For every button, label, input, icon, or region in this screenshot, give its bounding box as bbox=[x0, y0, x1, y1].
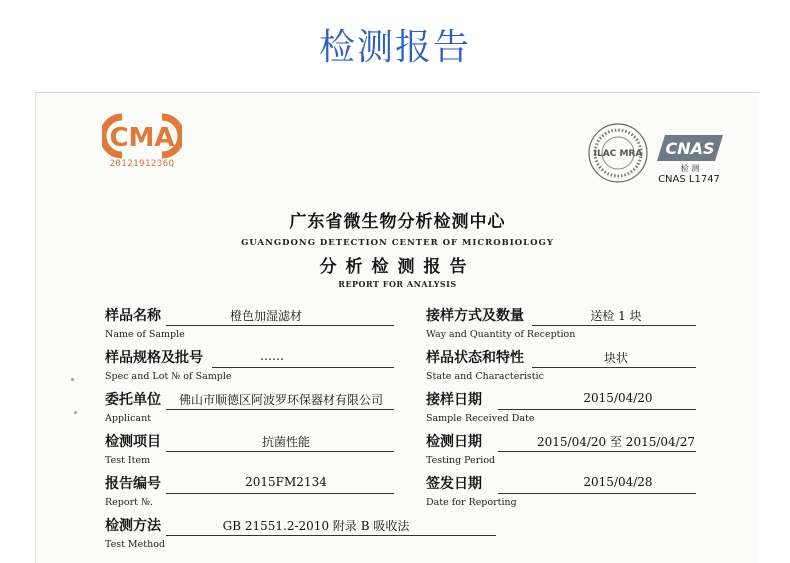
sample-name-label: 样品名称 bbox=[105, 308, 161, 324]
sample-name-underline bbox=[166, 325, 394, 326]
report-document bbox=[35, 92, 759, 563]
report-title-en: REPORT FOR ANALYSIS bbox=[338, 279, 457, 289]
reception-underline bbox=[532, 325, 696, 326]
state-label: 样品状态和特性 bbox=[426, 350, 524, 366]
state-underline bbox=[532, 367, 696, 368]
report-no-label: 报告编号 bbox=[105, 476, 161, 492]
cnas-mark-text: CNAS bbox=[665, 139, 715, 158]
cnas-seal bbox=[653, 131, 725, 189]
state-label-en: State and Characteristic bbox=[426, 371, 544, 382]
reception-label-en: Way and Quantity of Reception bbox=[426, 329, 576, 340]
cnas-logo-icon bbox=[653, 131, 725, 163]
cma-number: 2012191236Q bbox=[109, 159, 175, 169]
cma-logo-icon bbox=[102, 113, 182, 159]
reception-value: 送检 1 块 bbox=[590, 309, 642, 323]
test-method-label: 检测方法 bbox=[105, 518, 161, 534]
report-title-cn: 分析检测报告 bbox=[319, 257, 476, 277]
scan-speck bbox=[71, 378, 74, 381]
received-date-label: 接样日期 bbox=[426, 392, 482, 408]
report-date-underline bbox=[498, 493, 696, 494]
received-date-label-en: Sample Received Date bbox=[426, 413, 535, 424]
test-item-value: 抗菌性能 bbox=[261, 435, 310, 449]
page-title: 检测报告 bbox=[318, 27, 471, 68]
sample-name-label-en: Name of Sample bbox=[105, 329, 185, 340]
report-no-value: 2015FM2134 bbox=[245, 475, 327, 489]
received-date-value: 2015/04/20 bbox=[583, 391, 653, 405]
ilac-mra-text: ILAC MRA bbox=[593, 149, 643, 159]
ilac-mra-seal bbox=[584, 121, 652, 185]
organization-name-cn: 广东省微生物分析检测中心 bbox=[289, 212, 506, 232]
report-no-label-en: Report №. bbox=[105, 497, 153, 508]
sample-spec-underline bbox=[212, 367, 394, 368]
cma-seal bbox=[102, 113, 182, 173]
cma-mark-text: CMA bbox=[109, 123, 175, 153]
test-method-label-en: Test Method bbox=[105, 539, 166, 550]
cnas-sub-label: 检 测 bbox=[680, 164, 700, 173]
sample-spec-value: …… bbox=[260, 349, 284, 363]
cnas-code: CNAS L1747 bbox=[658, 174, 720, 185]
client-value: 佛山市顺德区阿波罗环保器材有限公司 bbox=[178, 393, 383, 407]
test-method-value: GB 21551.2-2010 附录 B 吸收法 bbox=[222, 519, 410, 533]
sample-name-value: 橙色加湿滤材 bbox=[229, 309, 302, 323]
sample-spec-label: 样品规格及批号 bbox=[105, 350, 203, 366]
report-date-label: 签发日期 bbox=[426, 476, 482, 492]
reception-label: 接样方式及数量 bbox=[426, 308, 524, 324]
testing-period-value: 2015/04/20 至 2015/04/27 bbox=[537, 435, 695, 449]
test-item-label-en: Test Item bbox=[105, 455, 151, 466]
scan-speck bbox=[74, 411, 77, 414]
testing-period-label-en: Testing Period bbox=[426, 455, 496, 466]
client-label-en: Applicant bbox=[105, 413, 152, 424]
testing-period-label: 检测日期 bbox=[426, 434, 482, 450]
test-item-underline bbox=[166, 451, 394, 452]
state-value: 块状 bbox=[603, 351, 628, 365]
testing-period-underline bbox=[498, 451, 696, 452]
test-method-underline bbox=[166, 535, 496, 536]
report-no-underline bbox=[166, 493, 394, 494]
report-date-label-en: Date for Reporting bbox=[426, 497, 517, 508]
client-label: 委托单位 bbox=[105, 392, 161, 408]
sample-spec-label-en: Spec and Lot № of Sample bbox=[105, 371, 232, 382]
test-item-label: 检测项目 bbox=[105, 434, 161, 450]
report-date-value: 2015/04/28 bbox=[583, 475, 653, 489]
received-date-underline bbox=[498, 409, 696, 410]
client-underline bbox=[166, 409, 394, 410]
organization-name-en: GUANGDONG DETECTION CENTER OF MICROBIOLOGY bbox=[241, 238, 554, 248]
ilac-mra-logo-icon bbox=[584, 121, 652, 185]
